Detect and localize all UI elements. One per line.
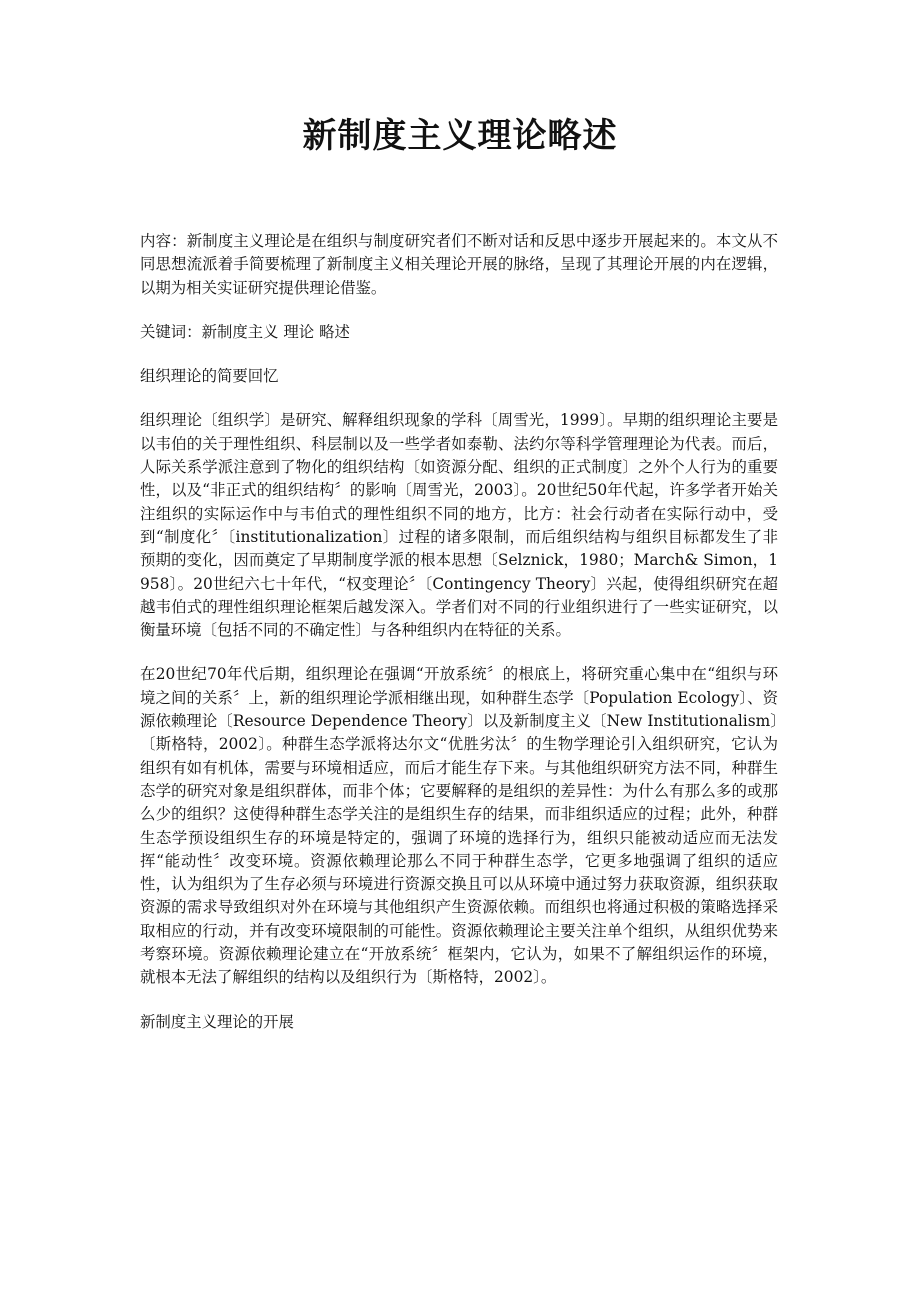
section-heading-organization-theory: 组织理论的简要回忆 <box>140 367 279 386</box>
body-paragraph-1: 组织理论〔组织学〕是研究、解释组织现象的学科〔周雪光，1999〕。早期的组织理论主要是以韦伯的关于理性组织、科层制以及一些学者如泰勒、法约尔等科学管理理论为代表。而后，人际关系学派注意到了物化的组织结构〔如资源分配、组织的正式制度〕之外个人行为的重要性，以及“非正式的组织结构〞的影响〔周雪光，2003〕。20世纪50年代起，许多学者开始关注组织的实际运作中与韦伯式的理性组织不同的地方，比方：社会行动者在实际行动中，受到“制度化〞〔institutionalization〕过程的诸多限制，而后组织结构与组织目标都发生了非预期的变化，因而奠定了早期制度学派的根本思想〔Selznick，1980；March& Simon，1958〕。20世纪六七十年代，“权变理论〞〔Contingency Theory〕兴起，使得组织研究在超越韦伯式的理性组织理论框架后越发深入。学者们对不同的行业组织进行了一些实证研究，以衡量环境〔包括不同的不确定性〕与各种组织内在特征的关系。 <box>140 411 778 640</box>
body-paragraph-2: 在20世纪70年代后期，组织理论在强调“开放系统〞的根底上，将研究重心集中在“组织与环境之间的关系〞上，新的组织理论学派相继出现，如种群生态学〔Population Ecology〕、资源依赖理论〔Resource Dependence Theory〕以及新制度主义〔New Institutionalism〕〔斯格特，2002〕。种群生态学派将达尔文“优胜劣汰〞的生物学理论引入组织研究，它认为组织有如有机体，需要与环境相适应，而后才能生存下来。与其他组织研究方法不同，种群生态学的研究对象是组织群体，而非个体；它要解释的是组织的差异性：为什么有那么多的或那么少的组织？这使得种群生态学关注的是组织生存的结果，而非组织适应的过程；此外，种群生态学预设组织生存的环境是特定的，强调了环境的选择行为，组织只能被动适应而无法发挥“能动性〞改变环境。资源依赖理论那么不同于种群生态学，它更多地强调了组织的适应性，认为组织为了生存必须与环境进行资源交换且可以从环境中通过努力获取资源，组织获取资源的需求导致组织对外在环境与其他组织产生资源依赖。而组织也将通过积极的策略选择采取相应的行动，并有改变环境限制的可能性。资源依赖理论主要关注单个组织，从组织优势来考察环境。资源依赖理论建立在“开放系统〞框架内，它认为，如果不了解组织运作的环境，就根本无法了解组织的结构以及组织行为〔斯格特，2002〕。 <box>140 665 778 987</box>
section-heading-new-institutionalism: 新制度主义理论的开展 <box>140 1012 294 1031</box>
document-title: 新制度主义理论略述 <box>302 116 618 156</box>
keywords-line: 关键词：新制度主义 理论 略述 <box>140 322 350 341</box>
abstract-paragraph: 内容：新制度主义理论是在组织与制度研究者们不断对话和反思中逐步开展起来的。本文从不同思想流派着手简要梳理了新制度主义相关理论开展的脉络，呈现了其理论开展的内在逻辑，以期为相关实证研究提供理论借鉴。 <box>140 232 778 297</box>
document-body <box>140 230 778 1055</box>
